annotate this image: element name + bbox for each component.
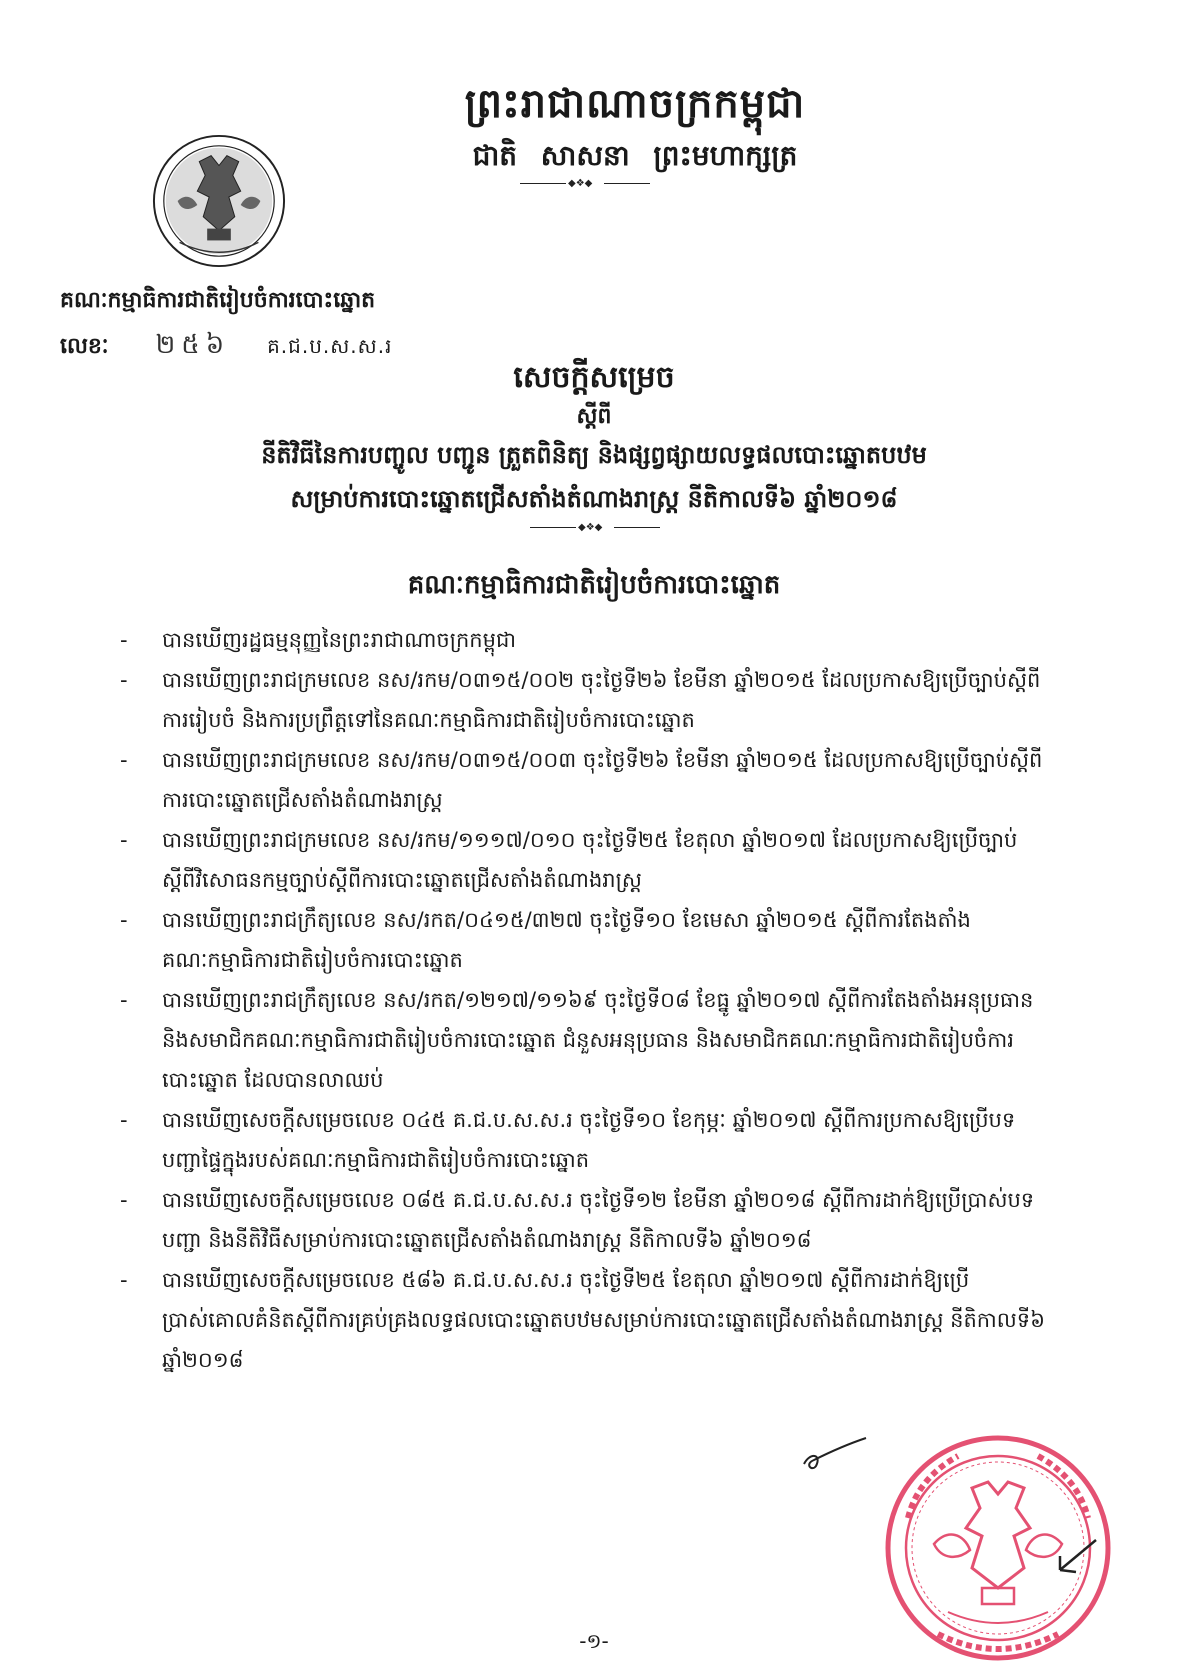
bullet-dash: - <box>120 988 128 1012</box>
header-divider: ◆❖◆ <box>520 183 650 185</box>
consideration-item <box>120 1180 1050 1260</box>
decision-subject-label: ស្តីពី <box>576 404 612 429</box>
consideration-text: បានឃើញព្រះរាជក្រឹត្យលេខ នស/រកត/០៤១៥/៣២៧ ចុះថ្ងៃទី១០ ខែមេសា ឆ្នាំ២០១៥ ស្តីពីការតែងតាំងគណៈកម្មាធិការជាតិរៀបចំការបោះឆ្នោត <box>162 908 971 972</box>
consideration-item <box>120 620 1050 660</box>
consideration-text: បានឃើញរដ្ឋធម្មនុញ្ញនៃព្រះរាជាណាចក្រកម្ពុជា <box>162 628 516 652</box>
consideration-item <box>120 1260 1050 1380</box>
number-reference: គ.ជ.ប.ស.ស.រ <box>267 334 393 358</box>
consideration-item <box>120 900 1050 980</box>
bullet-dash: - <box>120 908 128 932</box>
bullet-dash: - <box>120 628 128 652</box>
bullet-dash: - <box>120 668 128 692</box>
consideration-item <box>120 1100 1050 1180</box>
considerations-list <box>120 620 1050 1380</box>
number-label: លេខៈ <box>60 334 109 359</box>
consideration-text: បានឃើញសេចក្តីសម្រេចលេខ ៥៨៦ គ.ជ.ប.ស.ស.រ ចុះថ្ងៃទី២៥ ខែតុលា ឆ្នាំ២០១៧ ស្តីពីការដាក់ឱ្យប្រើប្រាស់គោលគំនិតស្តីពីការគ្រប់គ្រងលទ្ធផលបោះឆ្នោតបឋមសម្រាប់ការបោះឆ្នោតជ្រើសតាំងតំណាងរាស្ត្រ នីតិកាលទី៦ ឆ្នាំ២០១៨ <box>162 1268 1045 1372</box>
bullet-dash: - <box>120 1188 128 1212</box>
national-motto: ជាតិ សាសនា ព្រះមហាក្សត្រ <box>472 139 798 172</box>
consideration-item <box>120 820 1050 900</box>
bullet-dash: - <box>120 1108 128 1132</box>
bullet-dash: - <box>120 828 128 852</box>
authority-heading: គណៈកម្មាធិការជាតិរៀបចំការបោះឆ្នោត <box>407 570 781 600</box>
consideration-text: បានឃើញសេចក្តីសម្រេចលេខ ០៨៥ គ.ជ.ប.ស.ស.រ ចុះថ្ងៃទី១២ ខែមីនា ឆ្នាំ២០១៨ ស្តីពីការដាក់ឱ្យប្រើប្រាស់បទបញ្ជា និងនីតិវិធីសម្រាប់ការបោះឆ្នោតជ្រើសតាំងតំណាងរាស្ត្រ នីតិកាលទី៦ ឆ្នាំ២០១៨ <box>162 1188 1035 1252</box>
nec-seal-emblem <box>150 132 288 270</box>
page-number: -១- <box>579 1629 609 1653</box>
consideration-text: បានឃើញព្រះរាជក្រមលេខ នស/រកម/០៣១៥/០០៣ ចុះថ្ងៃទី២៦ ខែមីនា ឆ្នាំ២០១៥ ដែលប្រកាសឱ្យប្រើច្បាប់ស្តីពីការបោះឆ្នោតជ្រើសតាំងតំណាងរាស្ត្រ <box>162 748 1043 812</box>
consideration-item <box>120 740 1050 820</box>
decision-subject-line-2: សម្រាប់ការបោះឆ្នោតជ្រើសតាំងតំណាងរាស្ត្រ នីតិកាលទី៦ ឆ្នាំ២០១៨ <box>290 485 898 513</box>
handwritten-number: ២៥៦ <box>155 330 231 360</box>
consideration-text: បានឃើញសេចក្តីសម្រេចលេខ ០៤៥ គ.ជ.ប.ស.ស.រ ចុះថ្ងៃទី១០ ខែកុម្ភៈ ឆ្នាំ២០១៧ ស្តីពីការប្រកាសឱ្យប្រើបទបញ្ជាផ្ទៃក្នុងរបស់គណៈកម្មាធិការជាតិរៀបចំការបោះឆ្នោត <box>162 1108 1016 1172</box>
consideration-text: បានឃើញព្រះរាជក្រមលេខ នស/រកម/០៣១៥/០០២ ចុះថ្ងៃទី២៦ ខែមីនា ឆ្នាំ២០១៥ ដែលប្រកាសឱ្យប្រើច្បាប់ស្តីពីការរៀបចំ និងការប្រព្រឹត្តទៅនៃគណៈកម្មាធិការជាតិរៀបចំការបោះឆ្នោត <box>162 668 1041 732</box>
kingdom-heading: ព្រះរាជាណាចក្រកម្ពុជា <box>464 80 806 127</box>
decision-subject-line-1: នីតិវិធីនៃការបញ្ចូល បញ្ជូន ត្រួតពិនិត្យ និងផ្សព្វផ្សាយលទ្ធផលបោះឆ្នោតបឋម <box>261 441 927 469</box>
decision-title: សេចក្តីសម្រេច <box>513 360 675 395</box>
handwritten-initial <box>800 1434 870 1474</box>
handwritten-arrow-mark <box>1050 1536 1100 1578</box>
bullet-dash: - <box>120 748 128 772</box>
issuing-organization: គណៈកម្មាធិការជាតិរៀបចំការបោះឆ្នោត <box>60 288 376 313</box>
consideration-text: បានឃើញព្រះរាជក្រឹត្យលេខ នស/រកត/១២១៧/១១៦៩ ចុះថ្ងៃទី០៨ ខែធ្នូ ឆ្នាំ២០១៧ ស្តីពីការតែងតាំងអនុប្រធាន និងសមាជិកគណៈកម្មាធិការជាតិរៀបចំការបោះឆ្នោត ជំនួសអនុប្រធាន និងសមាជិកគណៈកម្មាធិការជាតិរៀបចំការបោះឆ្នោត ដែលបានលាឈប់ <box>162 988 1034 1092</box>
bullet-dash: - <box>120 1268 128 1292</box>
consideration-item <box>120 980 1050 1100</box>
title-divider: ◆❖◆ <box>530 527 660 529</box>
consideration-item <box>120 660 1050 740</box>
consideration-text: បានឃើញព្រះរាជក្រមលេខ នស/រកម/១១១៧/០១០ ចុះថ្ងៃទី២៥ ខែតុលា ឆ្នាំ២០១៧ ដែលប្រកាសឱ្យប្រើច្បាប់ស្តីពីវិសោធនកម្មច្បាប់ស្តីពីការបោះឆ្នោតជ្រើសតាំងតំណាងរាស្ត្រ <box>162 828 1018 892</box>
